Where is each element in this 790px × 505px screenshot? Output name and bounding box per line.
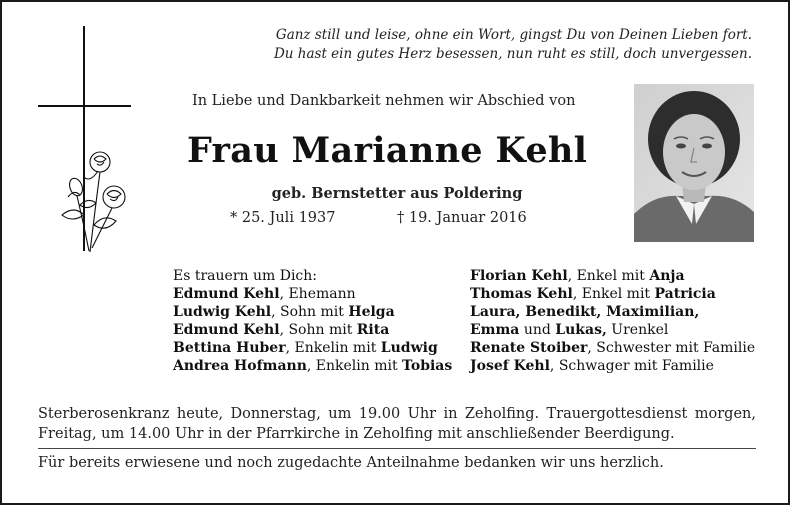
mourner-row: Renate Stoiber, Schwester mit Familie <box>470 340 756 356</box>
divider <box>38 448 756 449</box>
memorial-verse <box>274 26 752 64</box>
mourner-row: Edmund Kehl, Ehemann <box>173 286 356 302</box>
verse-line-1: Ganz still und leise, ohne ein Wort, gingst Du von Deinen Lieben fort. <box>275 27 752 43</box>
birth-name: geb. Bernstetter aus Poldering <box>271 185 523 202</box>
verse-line-2: Du hast ein gutes Herz besessen, nun ruht es still, doch unvergessen. <box>273 46 752 62</box>
mourner-row: Andrea Hofmann, Enkelin mit Tobias <box>173 358 453 374</box>
funeral-details: Sterberosenkranz heute, Donnerstag, um 19.00 Uhr in Zeholfing. Trauergottesdienst morgen, Freitag, um 14.00 Uhr in der Pfarrkirche in Zeholfing mit anschließender Beerdigung. <box>38 406 756 442</box>
mourner-row: Edmund Kehl, Sohn mit Rita <box>173 322 390 338</box>
mourner-row: Es trauern um Dich: <box>173 268 317 284</box>
mourner-row: Ludwig Kehl, Sohn mit Helga <box>173 304 395 320</box>
portrait-photo <box>634 84 754 242</box>
thanks-note: Für bereits erwiesene und noch zugedachte Anteilnahme bedanken wir uns herzlich. <box>38 455 664 471</box>
mourners-list-left <box>173 267 452 375</box>
death-date: † 19. Januar 2016 <box>397 210 527 226</box>
mourners-list-right <box>470 267 755 375</box>
mourner-row: Thomas Kehl, Enkel mit Patricia <box>470 286 716 302</box>
mourner-row: Florian Kehl, Enkel mit Anja <box>470 268 685 284</box>
roses-icon <box>54 147 134 257</box>
mourner-row: Josef Kehl, Schwager mit Familie <box>470 358 714 374</box>
deceased-name: Frau Marianne Kehl <box>187 130 588 171</box>
farewell-intro: In Liebe und Dankbarkeit nehmen wir Abschied von <box>192 93 576 109</box>
mourner-row: Emma und Lukas, Urenkel <box>470 322 669 338</box>
cross-icon-horizontal <box>38 105 131 107</box>
mourner-row: Laura, Benedikt, Maximilian, <box>470 304 700 320</box>
birth-date: * 25. Juli 1937 <box>230 210 336 226</box>
mourner-row: Bettina Huber, Enkelin mit Ludwig <box>173 340 438 356</box>
